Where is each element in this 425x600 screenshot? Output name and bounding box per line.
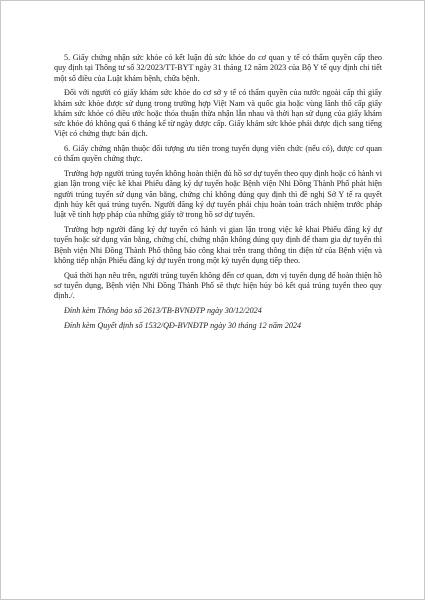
paragraph-foreign-health-certificate: Đối với người có giấy khám sức khỏe do cơ sở y tế có thẩm quyền của nước ngoài cấp thì giấy khám sức khỏe được sử dụng trong trường hợp Việt Nam và quốc gia hoặc vùng lãnh thổ cấp giấy khám sức khỏe có điều ước hoặc thỏa thuận thừa nhận lẫn nhau và thời hạn sử dụng của giấy khám sức khỏe đó không quá 6 tháng kể từ ngày được cấp. Giấy khám sức khỏe phải được dịch sang tiếng Việt có chứng thực bản dịch.: [54, 88, 382, 139]
paragraph-deadline-cancellation: Quá thời hạn nêu trên, người trúng tuyển không đến cơ quan, đơn vị tuyển dụng để hoàn thiện hồ sơ tuyển dụng, Bệnh viện Nhi Đồng Thành Phố sẽ thực hiện hủy bỏ kết quả trúng tuyển theo quy định./.: [54, 270, 382, 301]
paragraph-priority-certificate: 6. Giấy chứng nhận thuộc đối tượng ưu tiên trong tuyển dụng viên chức (nếu có), được cơ quan có thẩm quyền chứng thực.: [54, 144, 382, 164]
attachment-decision: Đính kèm Quyết định số 1532/QĐ-BVNĐTP ngày 30 tháng 12 năm 2024: [64, 320, 302, 330]
paragraph-fraud-registration: Trường hợp người đăng ký dự tuyển có hành vi gian lận trong việc kê khai Phiếu đăng ký dự tuyển hoặc sử dụng văn bằng, chứng chỉ, chứng nhận không đúng quy định để tham gia dự tuyển thì Bệnh viện Nhi Đồng Thành Phố thông báo công khai trên trang thông tin điện tử của Bệnh viện và không tiếp nhận Phiếu đăng ký dự tuyển trong một kỳ tuyển dụng tiếp theo.: [54, 225, 382, 265]
attachment-notice: Đính kèm Thông báo số 2613/TB-BVNĐTP ngày 30/12/2024: [64, 305, 262, 315]
paragraph-incomplete-dossier: Trường hợp người trúng tuyển không hoàn thiện đủ hồ sơ dự tuyển theo quy định hoặc có hành vi gian lận trong việc kê khai Phiếu đăng ký dự tuyển hoặc Bệnh viện Nhi Đồng Thành Phố phát hiện người trúng tuyển sử dụng văn bằng, chứng chỉ không đúng quy định thì đề nghị Sở Y tế ra quyết định hủy kết quả trúng tuyển. Người đăng ký dự tuyển phải chịu hoàn toàn trách nhiệm trước pháp luật về tính hợp pháp của những giấy tờ trong hồ sơ dự tuyển.: [54, 169, 382, 220]
paragraph-health-certificate: 5. Giấy chứng nhận sức khỏe có kết luận đủ sức khỏe do cơ quan y tế có thẩm quyền cấp theo quy định tại Thông tư số 32/2023/TT-BYT ngày 31 tháng 12 năm 2023 của Bộ Y tế quy định chi tiết một số điều của Luật khám bệnh, chữa bệnh.: [54, 53, 382, 83]
document-body: [54, 53, 382, 335]
